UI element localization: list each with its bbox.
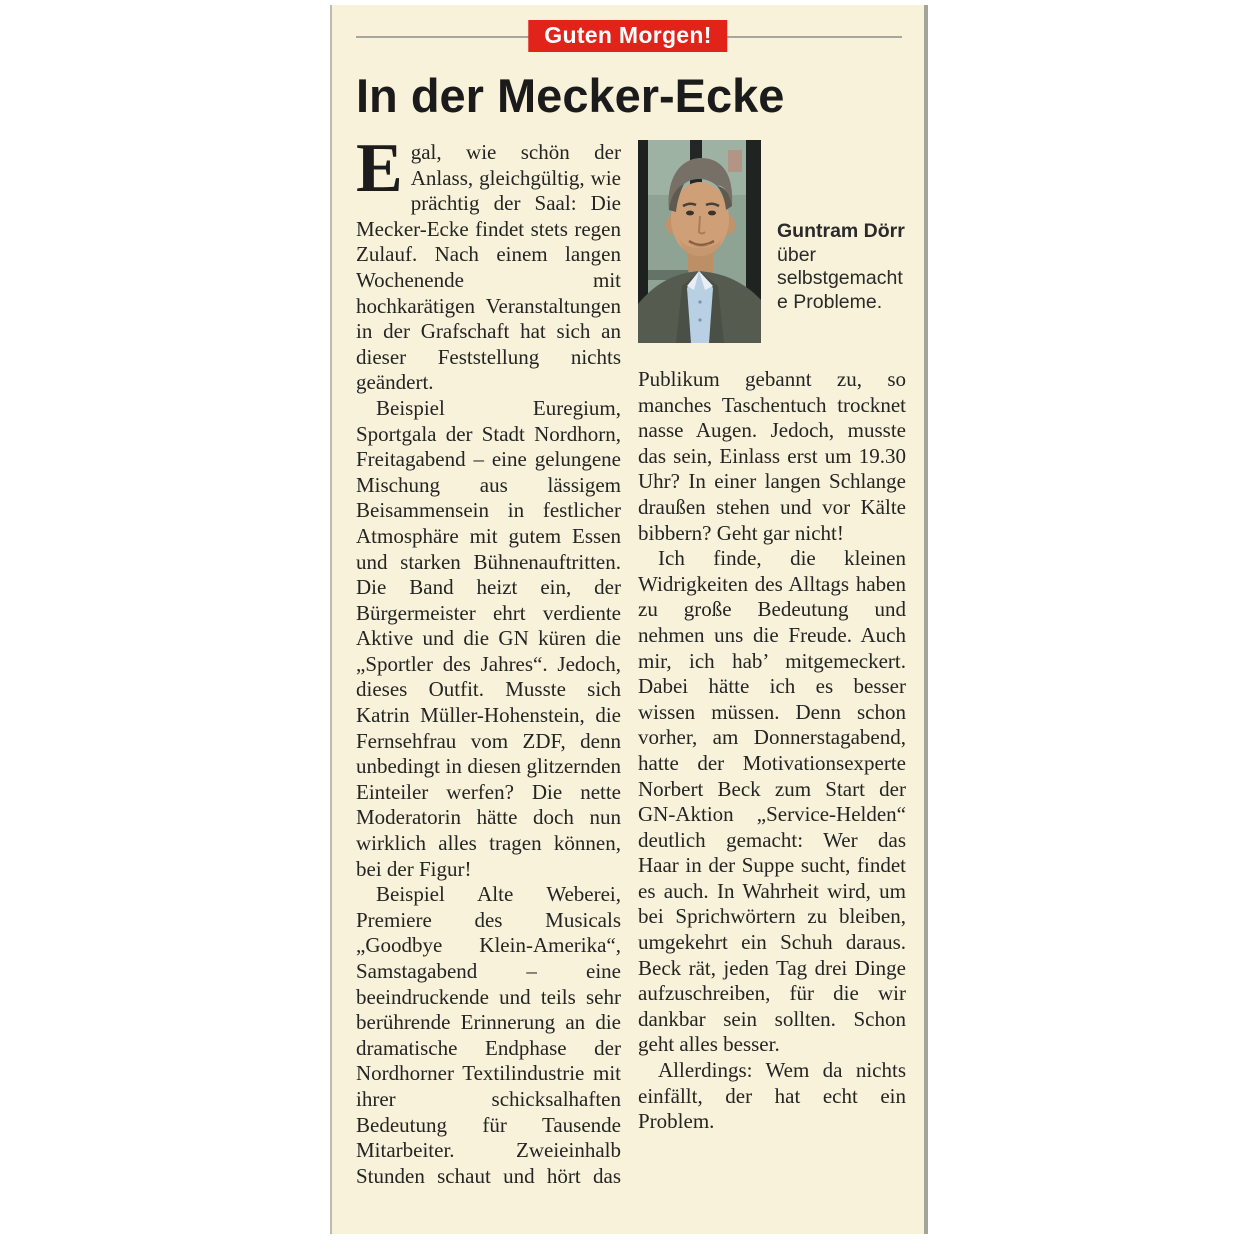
paragraph: Beispiel Euregium, Sportgala der Stadt Nordhorn, Freitagabend – eine gelungene Mischung aus lässigem Beisammensein in festlicher Atmosphäre mit gutem Essen und starken Bühnenauftritten. Die Band heizt ein, der Bürgermeister ehrt verdiente Aktive und die GN küren die „Sportler des Jahres“. Jedoch, dieses Outfit. Musste sich Katrin Müller-Hohenstein, die Fernsehfrau vom ZDF, denn unbedingt in diesen glitzernden Einteiler werfen? Die nette Moderatorin hätte doch nun wirklich alles tragen können, bei der Figur! [356, 395, 621, 881]
caption-text: über selbstgemachte Probleme. [777, 243, 903, 313]
kicker-badge: Guten Morgen! [528, 20, 727, 52]
paragraph: Beispiel Alte Weberei, Premiere des Musicals „Goodbye Klein-Amerika“, Samstagabend – eine beeindruckende und teils sehr berührende Erinnerung an die dramatische Endphase der Nordhorner Textilindustrie mit ihrer schicksalhaften Bedeutung für Tausende Mitarbeiter. Zweieinhalb Stunden schaut und hört das [356, 882, 621, 1188]
author-photo [638, 140, 761, 343]
article-column-left [356, 130, 621, 1189]
author-portrait-illustration [638, 140, 761, 343]
paragraph: Allerdings: Wem da nichts einfällt, der hat echt ein Problem. [638, 1058, 906, 1134]
paragraph-text: gal, wie schön der Anlass, gleichgültig, wie prächtig der Saal: Die Mecker-Ecke findet stets regen Zulauf. Nach einem langen Wochenende mit hochkarätigen Veranstaltungen in der Grafschaft hat sich an dieser Feststellung nichts geändert. [356, 140, 621, 395]
caption-author-name: Guntram Dörr [777, 220, 905, 242]
paragraph: Publikum gebannt zu, so manches Taschentuch trocknet nasse Augen. Jedoch, musste das sein, Einlass erst um 19.30 Uhr? In einer langen Schlange draußen stehen und vor Kälte bibbern? Geht gar nicht! [638, 367, 906, 545]
article-column-right [638, 140, 906, 1189]
article-body [356, 130, 906, 1189]
page-title: In der Mecker-Ecke [356, 69, 785, 122]
photo-caption [777, 220, 905, 343]
paragraph [356, 130, 621, 396]
photo-row [638, 140, 906, 343]
morning-column-panel [330, 5, 928, 1234]
paragraph: Ich finde, die kleinen Widrigkeiten des Alltags haben zu große Bedeutung und nehmen uns die Freude. Auch mir, ich hab’ mitgemeckert. Dabei hätte ich es besser wissen müssen. Denn schon vorher, am Donnerstagabend, hatte der Motivationsexperte Norbert Beck zum Start der GN-Aktion „Service-Helden“ deutlich gemacht: Wer das Haar in der Suppe sucht, findet es auch. In Wahrheit wird, um bei Sprichwörtern zu bleiben, umgekehrt ein Schuh daraus. Beck rät, jeden Tag drei Dinge aufzuschreiben, für die wir dankbar sein sollten. Schon geht alles besser. [638, 546, 906, 1057]
dropcap: E [356, 130, 403, 207]
